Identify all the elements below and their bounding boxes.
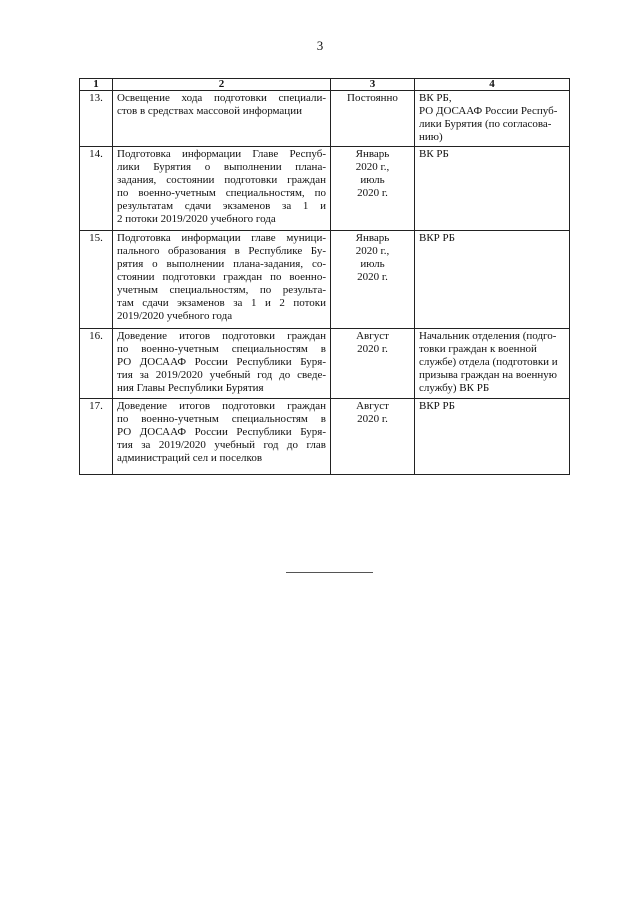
table-row — [80, 91, 570, 147]
responsible-cell-line: призыва граждан на военную — [419, 369, 557, 381]
term-cell-line: 2020 г., — [355, 161, 390, 173]
table-row — [80, 399, 570, 475]
responsible-cell — [415, 231, 570, 329]
plan-table — [79, 78, 570, 475]
responsible-cell — [415, 399, 570, 475]
term-cell-line: 2020 г. — [357, 413, 388, 425]
task-cell — [113, 399, 331, 475]
task-cell-line: Освещение хода подготовки специали- — [117, 92, 326, 104]
task-cell — [113, 329, 331, 399]
header-col-4: 4 — [415, 79, 570, 91]
table-row — [80, 231, 570, 329]
task-cell-line: тия за 2019/2020 учебный год до сведе- — [117, 369, 326, 381]
responsible-cell — [415, 147, 570, 231]
responsible-cell-line: товки граждан к военной — [419, 343, 537, 355]
term-cell — [331, 399, 415, 475]
term-cell-line: июль — [360, 174, 385, 186]
header-col-3: 3 — [331, 79, 415, 91]
task-cell — [113, 231, 331, 329]
task-cell-line: лики Бурятия о выполнении плана- — [117, 161, 326, 173]
row-number: 14. — [80, 147, 113, 231]
task-cell-line: Подготовка информации Главе Респуб- — [117, 148, 326, 160]
task-cell-line: тия за 2019/2020 учебный год до глав — [117, 439, 326, 451]
term-cell — [331, 91, 415, 147]
term-cell-line: 2020 г. — [357, 343, 388, 355]
task-cell-line: 2019/2020 учебного года — [117, 310, 233, 322]
task-cell-line: по военно-учетным специальностям в — [117, 343, 326, 355]
responsible-cell-line: ВКР РБ — [419, 232, 455, 244]
term-cell-line: 2020 г., — [355, 245, 390, 257]
task-cell-line: Подготовка информации главе муници- — [117, 232, 326, 244]
responsible-cell-line: нию) — [419, 131, 443, 143]
task-cell-line: РО ДОСААФ России Республики Буря- — [117, 356, 326, 368]
task-cell-line: Доведение итогов подготовки граждан — [117, 400, 326, 412]
page-number: 3 — [316, 38, 324, 53]
footer-rule — [286, 572, 373, 573]
responsible-cell-line: ВК РБ — [419, 148, 449, 160]
term-cell-line: 2020 г. — [357, 187, 388, 199]
responsible-cell-line: лики Бурятия (по согласова- — [419, 118, 552, 130]
task-cell-line: учетным специальностям, по результа- — [117, 284, 326, 296]
responsible-cell-line: ВК РБ, — [419, 92, 452, 104]
table-header-row — [80, 79, 570, 91]
header-col-2: 2 — [113, 79, 331, 91]
responsible-cell-line: РО ДОСААФ России Респуб- — [419, 105, 558, 117]
task-cell-line: стоянии подготовки граждан по военно- — [117, 271, 326, 283]
task-cell-line: администраций сел и поселков — [117, 452, 263, 464]
row-number: 15. — [80, 231, 113, 329]
row-number: 17. — [80, 399, 113, 475]
responsible-cell — [415, 329, 570, 399]
responsible-cell-line: Начальник отделения (подго- — [419, 330, 557, 342]
term-cell — [331, 231, 415, 329]
term-cell — [331, 329, 415, 399]
task-cell — [113, 147, 331, 231]
task-cell-line: ния Главы Республики Бурятия — [117, 382, 264, 394]
task-cell-line: Доведение итогов подготовки граждан — [117, 330, 326, 342]
term-cell-line: Январь — [355, 148, 390, 160]
task-cell-line: по военно-учетным специальностям, по — [117, 187, 326, 199]
task-cell-line: пального образования в Республике Бу- — [117, 245, 326, 257]
responsible-cell-line: ВКР РБ — [419, 400, 455, 412]
task-cell-line: результатам сдачи экзаменов за 1 и — [117, 200, 326, 212]
responsible-cell — [415, 91, 570, 147]
row-number: 16. — [80, 329, 113, 399]
term-cell — [331, 147, 415, 231]
task-cell-line: РО ДОСААФ России Республики Буря- — [117, 426, 326, 438]
term-cell-line: 2020 г. — [357, 271, 388, 283]
task-cell-line: рятия о выполнении плана-задания, со- — [117, 258, 326, 270]
header-col-1: 1 — [80, 79, 113, 91]
table-row — [80, 329, 570, 399]
term-cell-line: Постоянно — [347, 92, 398, 104]
task-cell-line: там сдачи экзаменов за 1 и 2 потоки — [117, 297, 326, 309]
term-cell-line: Август — [356, 400, 389, 412]
task-cell — [113, 91, 331, 147]
table-body — [80, 91, 570, 475]
task-cell-line: стов в средствах массовой информации — [117, 105, 302, 117]
task-cell-line: задания, состоянии подготовки граждан — [117, 174, 326, 186]
term-cell-line: Январь — [355, 232, 390, 244]
table-row — [80, 147, 570, 231]
row-number: 13. — [80, 91, 113, 147]
term-cell-line: Август — [356, 330, 389, 342]
task-cell-line: 2 потоки 2019/2020 учебного года — [117, 213, 276, 225]
task-cell-line: по военно-учетным специальностям в — [117, 413, 326, 425]
responsible-cell-line: службе) отдела (подготовки и — [419, 356, 558, 368]
responsible-cell-line: службу) ВК РБ — [419, 382, 490, 394]
term-cell-line: июль — [360, 258, 385, 270]
